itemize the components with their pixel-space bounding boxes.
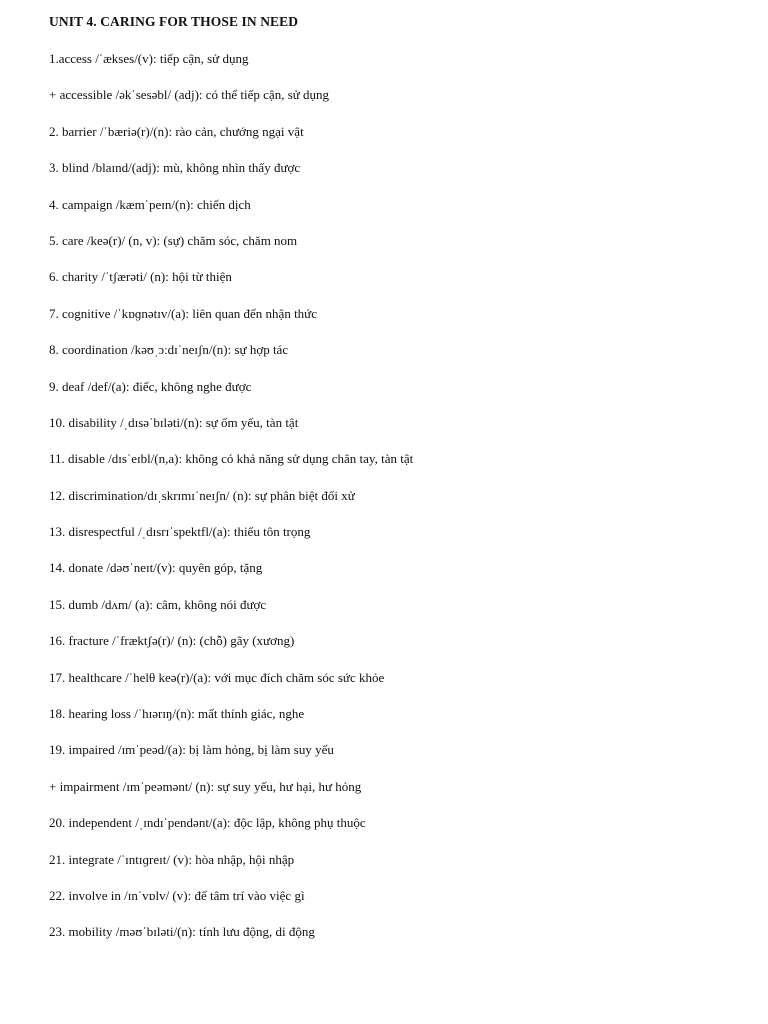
vocabulary-entry: 8. coordination /kəʊˌɔːdɪˈneɪʃn/(n): sự hợp tác bbox=[49, 342, 289, 358]
vocabulary-list bbox=[49, 50, 413, 960]
vocabulary-entry: 14. donate /dəʊˈneɪt/(v): quyên góp, tặng bbox=[49, 560, 263, 576]
vocabulary-entry: 4. campaign /kæmˈpeɪn/(n): chiến dịch bbox=[49, 196, 251, 212]
vocabulary-entry: + impairment /ɪmˈpeəmənt/ (n): sự suy yếu, hư hại, hư hỏng bbox=[49, 778, 362, 794]
vocabulary-entry: 11. disable /dɪsˈeɪbl/(n,a): không có khả năng sử dụng chân tay, tàn tật bbox=[49, 451, 414, 467]
vocabulary-entry: 12. discrimination/dɪˌskrɪmɪˈneɪʃn/ (n): sự phân biệt đối xử bbox=[49, 487, 355, 503]
vocabulary-entry: 17. healthcare /ˈhelθ keə(r)/(a): với mục đích chăm sóc sức khỏe bbox=[49, 669, 385, 685]
vocabulary-entry: 13. disrespectful /ˌdɪsrɪˈspektfl/(a): thiếu tôn trọng bbox=[49, 524, 311, 540]
document-title: UNIT 4. CARING FOR THOSE IN NEED bbox=[49, 14, 299, 29]
vocabulary-entry: 19. impaired /ɪmˈpeəd/(a): bị làm hỏng, bị làm suy yếu bbox=[49, 742, 334, 758]
vocabulary-entry: 3. blind /blaɪnd/(adj): mù, không nhìn thấy được bbox=[49, 160, 301, 176]
vocabulary-entry: 6. charity /ˈtʃærəti/ (n): hội từ thiện bbox=[49, 269, 232, 285]
vocabulary-entry: 2. barrier /ˈbæriə(r)/(n): rào cản, chướng ngại vật bbox=[49, 123, 304, 139]
vocabulary-entry: 20. independent /ˌɪndɪˈpendənt/(a): độc lập, không phụ thuộc bbox=[49, 815, 366, 831]
vocabulary-entry: 7. cognitive /ˈkɒɡnətɪv/(a): liên quan đến nhận thức bbox=[49, 305, 317, 321]
vocabulary-entry: 22. involve in /ɪnˈvɒlv/ (v): để tâm trí vào việc gì bbox=[49, 887, 305, 903]
vocabulary-entry: 10. disability /ˌdɪsəˈbɪləti/(n): sự ốm yếu, tàn tật bbox=[49, 414, 299, 430]
vocabulary-entry: 18. hearing loss /ˈhɪərɪŋ/(n): mất thính giác, nghe bbox=[49, 706, 305, 722]
vocabulary-entry: 5. care /keə(r)/ (n, v): (sự) chăm sóc, chăm nom bbox=[49, 232, 298, 248]
vocabulary-entry: 9. deaf /def/(a): điếc, không nghe được bbox=[49, 378, 252, 394]
vocabulary-entry: 21. integrate /ˈɪntɪɡreɪt/ (v): hòa nhập, hội nhập bbox=[49, 851, 295, 867]
vocabulary-entry: + accessible /əkˈsesəbl/ (adj): có thể tiếp cận, sử dụng bbox=[49, 87, 330, 103]
vocabulary-entry: 23. mobility /məʊˈbɪləti/(n): tính lưu động, di động bbox=[49, 924, 315, 940]
vocabulary-entry: 15. dumb /dʌm/ (a): câm, không nói được bbox=[49, 596, 267, 612]
vocabulary-entry: 1.access /ˈækses/(v): tiếp cận, sử dụng bbox=[49, 51, 249, 66]
vocabulary-entry: 16. fracture /ˈfræktʃə(r)/ (n): (chỗ) gãy (xương) bbox=[49, 633, 295, 649]
